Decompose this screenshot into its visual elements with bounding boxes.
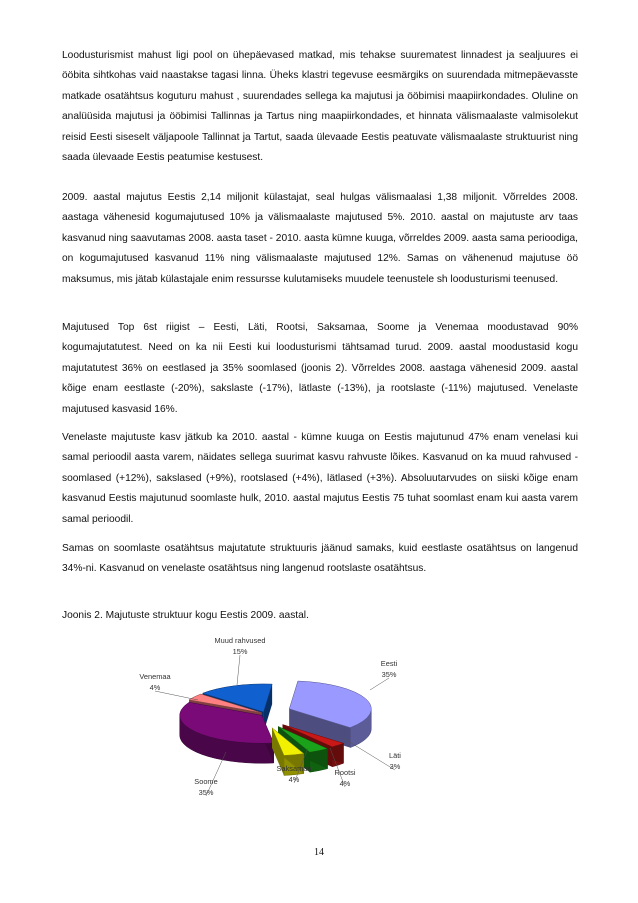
pie-value-läti: 3% bbox=[389, 762, 401, 771]
paragraph-4: Venelaste majutuste kasv jätkub ka 2010. aastal - kümne kuuga on Eestis majutunud 47% enam venelasi kui samal perioodil aasta varem, näidates sellega suurimat kasvu rahvuste lõikes. Kasvanud on ka muud rahvused - soomlased (+12%), sakslased (+9%), rootslased (+4%), lätlased (+3%). Absoluutarvudes on siiski kõige enam kasvanud Eestis majutunud soomlaste hulk, 2010. aastal majutus Eestis 75 tuhat soomlast enam kui aasta varem samal perioodil. bbox=[62, 432, 578, 525]
pie-value-eesti: 35% bbox=[381, 670, 397, 679]
leader-line bbox=[237, 655, 240, 685]
pie-label-rootsi: Rootsi bbox=[334, 768, 356, 777]
pie-label-soome: Soome bbox=[194, 777, 218, 786]
pie-value-muud-rahvused: 15% bbox=[232, 647, 248, 656]
paragraph-3: Majutused Top 6st riigist – Eesti, Läti, Rootsi, Saksamaa, Soome ja Venemaa moodustavad 90% kogumajutatutest. Need on ka nii Eesti kui loodusturismi tähtsamad turud. 2009. aastal moodustasid kogu majutatutest 36% on eestlased ja 35% soomlased (joonis 2). Võrreldes 2008. aastaga vähenesid 2009. aastal kõige enam eestlaste (-20%), sakslaste (-17%), lätlaste (-13%), ja rootslaste (-11%) majutused. Venelaste majutused kasvasid 16%. bbox=[62, 322, 578, 415]
pie-value-soome: 35% bbox=[198, 788, 214, 797]
paragraph-5: Samas on soomlaste osatähtsus majutatute struktuuris jäänud samaks, kuid eestlaste osatähtsus on langenud 34%-ni. Kasvanud on venelaste osatähtsus ning langenud rootslaste osatähtsus. bbox=[62, 543, 578, 575]
leader-line bbox=[343, 738, 395, 770]
pie-value-venemaa: 4% bbox=[149, 683, 161, 692]
paragraph-1: Loodusturismist mahust ligi pool on ühepäevased matkad, mis tehakse suurematest linnadest ja sealjuures ei ööbita sihtkohas vaid naastakse tagasi linna. Üheks klastri tegevuse eesmärgiks on suurendada mitmepäevasste matkade osatähtsus koguturu mahust , suurendades sellega ka majutusi ja ööbimisi maapiirkondades. Oluline on analüüsida majutusi ja ööbimisi Tallinnas ja Tartus ning maapiirkondades, et hinnata välismaalaste valmisolekut reisid Eesti siseselt väljapoole Tallinnat ja Tartut, saada ülevaade Eestis peatuvate välismaalaste struktuurist ning saada ülevaade Eestis peatumise kestusest. bbox=[62, 50, 578, 164]
pie-label-eesti: Eesti bbox=[380, 659, 398, 668]
leader-line bbox=[370, 678, 389, 690]
paragraph-2: 2009. aastal majutus Eestis 2,14 miljonit külastajat, seal hulgas välismaalasi 1,38 miljonit. Võrreldes 2008. aastaga vähenesid kogumajutused 10% ja välismaalaste majutused 5%. 2010. aastal on majutuste arv taas kasvanud ning saavutamas 2008. aasta taset - 2010. aasta kümne kuuga, võrreldes 2009. aasta sama perioodiga, on kogumajutused kasvanud 11% ning välismaalaste majutused 12%. Samas on vähenenud majutuse öö maksumus, mis jätab külastajale enim ressursse kulutamiseks muudele teenustele sh loodusturismi teenused. bbox=[62, 192, 578, 285]
page-number: 14 bbox=[314, 847, 324, 858]
pie-value-rootsi: 4% bbox=[339, 779, 351, 788]
pie-value-saksamaa: 4% bbox=[288, 775, 300, 784]
leader-line bbox=[155, 691, 198, 700]
figure-caption: Joonis 2. Majutuste struktuur kogu Eestis 2009. aastal. bbox=[62, 610, 309, 621]
pie-label-venemaa: Venemaa bbox=[139, 672, 171, 681]
pie-label-muud-rahvused: Muud rahvused bbox=[214, 636, 266, 645]
pie-label-saksamaa: Saksamaa bbox=[276, 764, 312, 773]
pie-label-läti: Läti bbox=[389, 751, 401, 760]
